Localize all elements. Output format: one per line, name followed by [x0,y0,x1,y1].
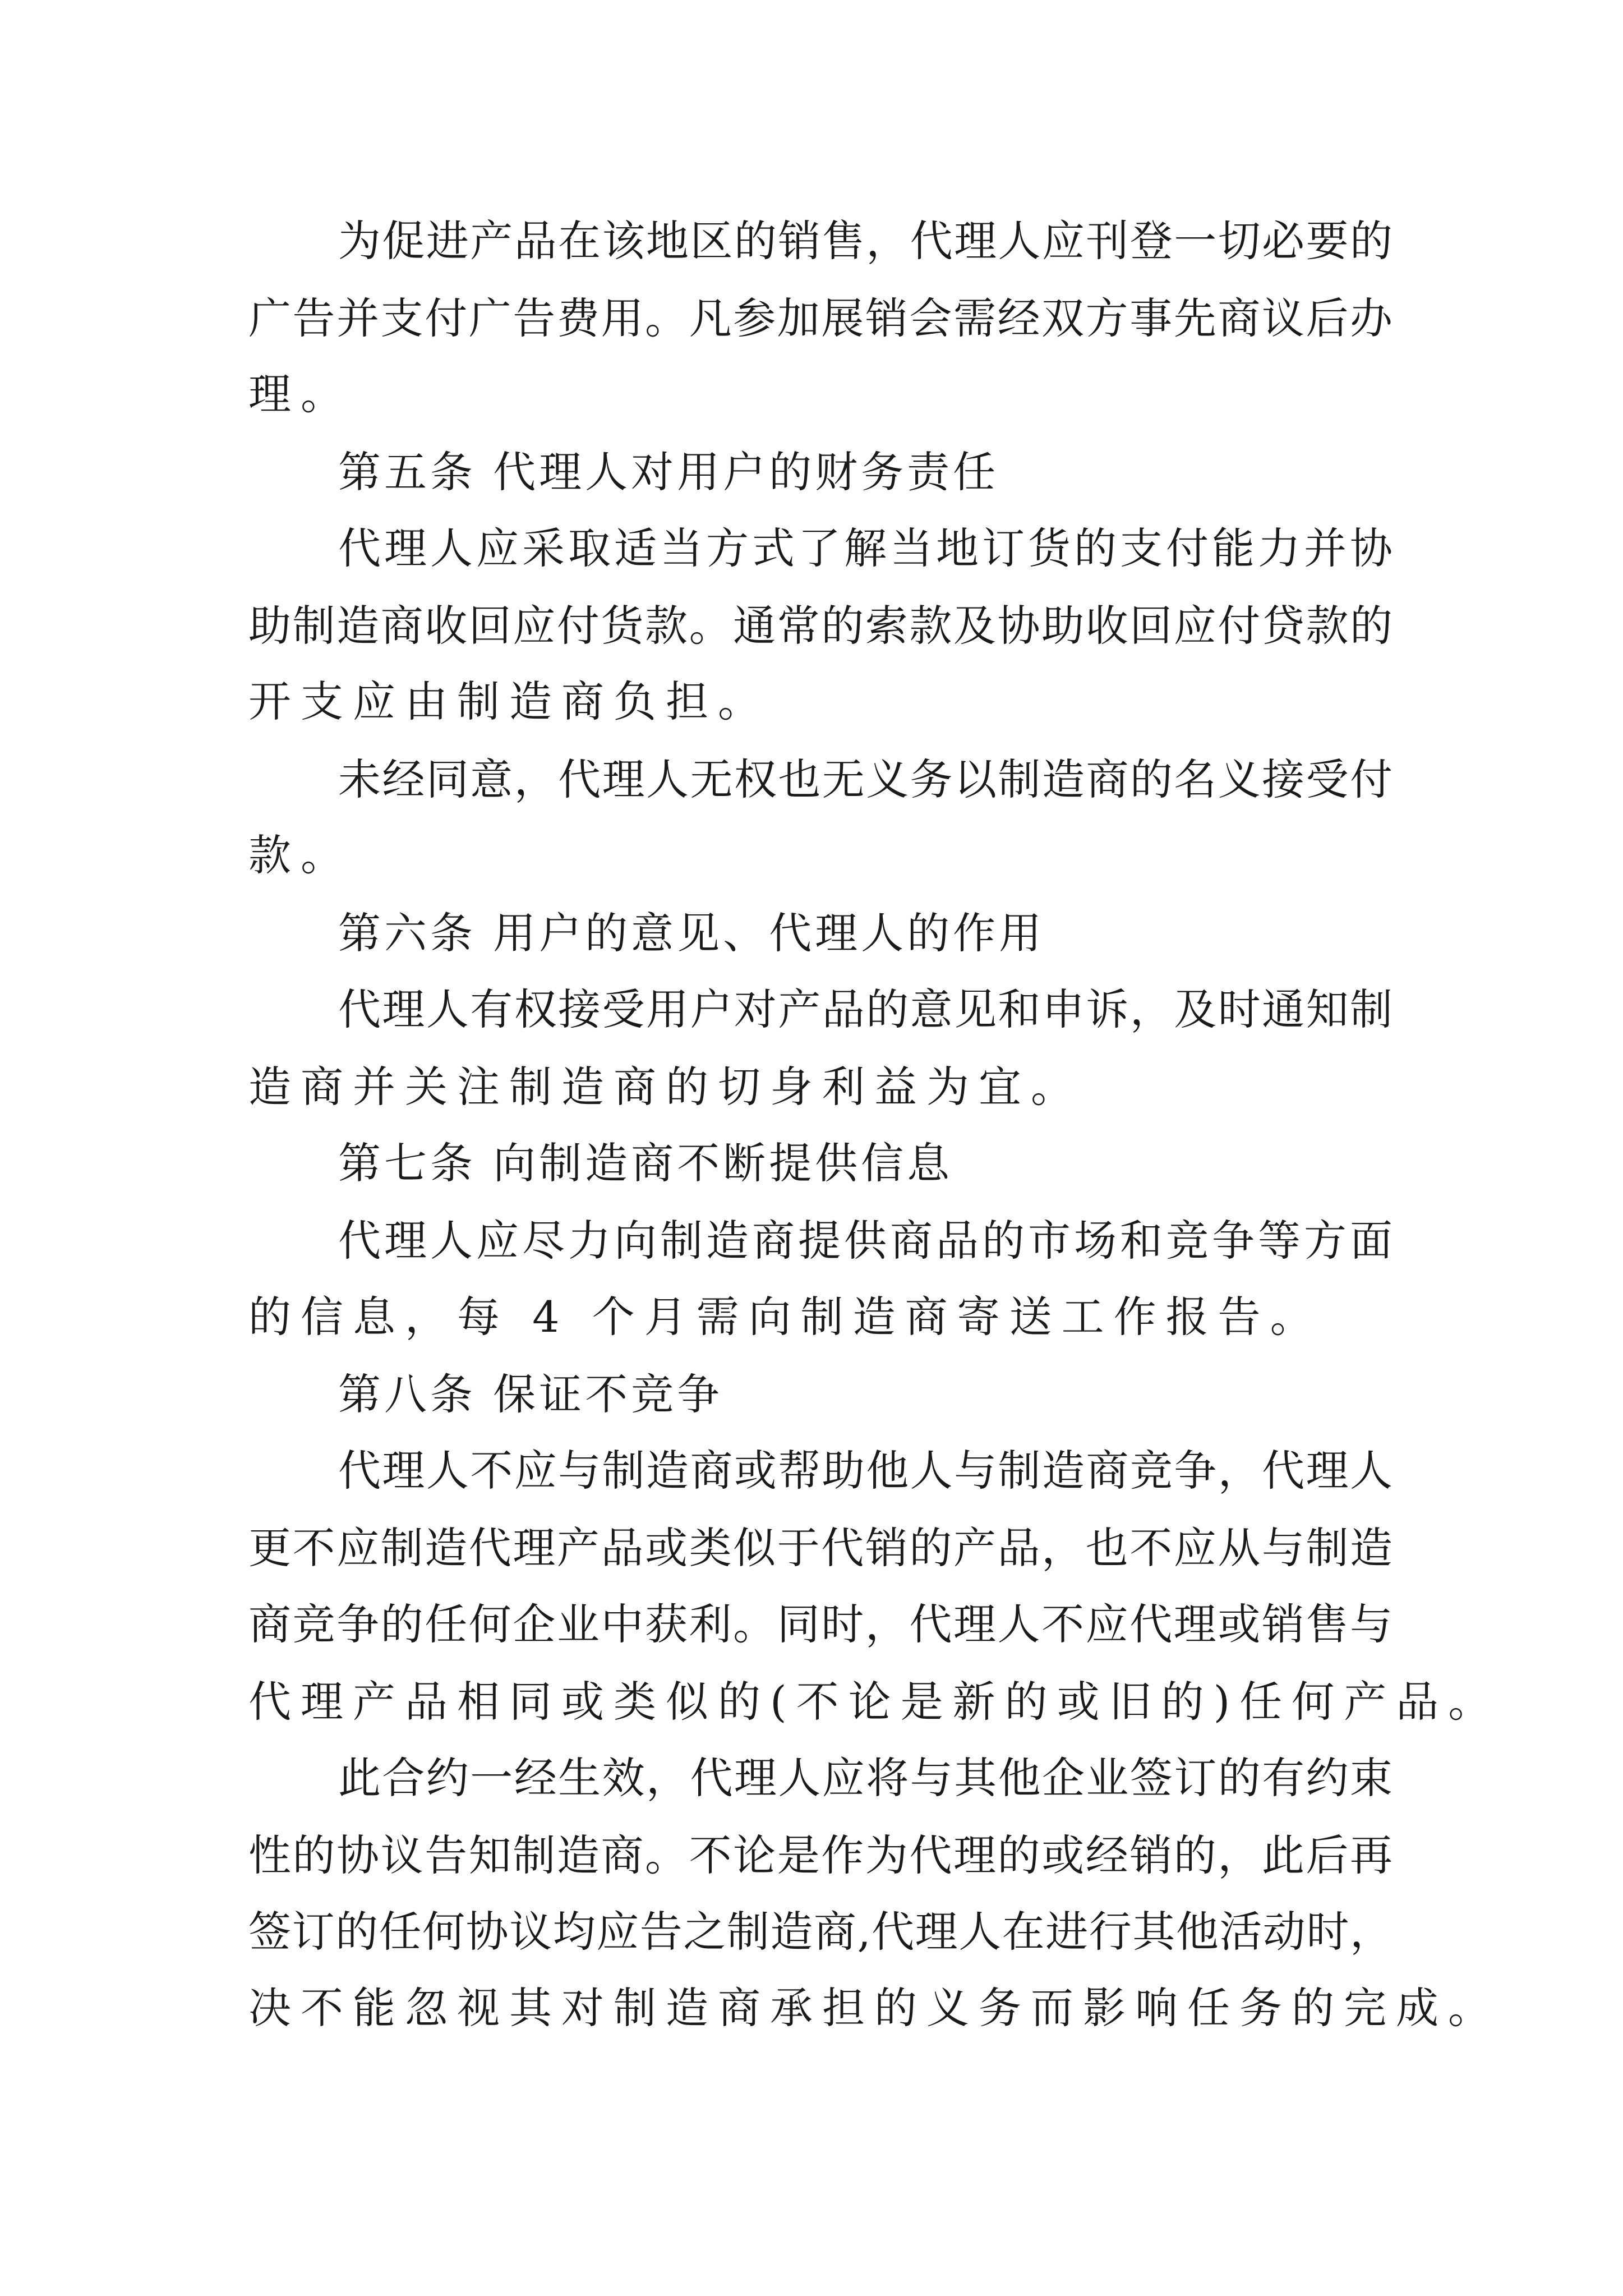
paragraph-payment-line-1: 未经同意，代理人无权也无义务以制造商的名义接受付 [338,754,1393,804]
paragraph-agreements-line-4: 决不能忽视其对制造商承担的义务而影响任务的完成。 [248,1983,1500,2033]
paragraph-information-line-1: 代理人应尽力向制造商提供商品的市场和竞争等方面 [338,1216,1393,1266]
article-6-heading: 第六条 用户的意见、代理人的作用 [338,908,1045,958]
paragraph-advertising-line-3: 理。 [248,369,353,419]
paragraph-feedback-line-1: 代理人有权接受用户对产品的意见和申诉，及时通知制 [338,984,1393,1034]
article-7-heading: 第七条 向制造商不断提供信息 [338,1138,953,1188]
article-8-heading: 第八条 保证不竞争 [338,1369,723,1419]
paragraph-payment-line-2: 款。 [248,830,353,880]
paragraph-advertising-line-1: 为促进产品在该地区的销售，代理人应刊登一切必要的 [338,216,1393,266]
paragraph-agreements-line-3: 签订的任何协议均应告之制造商,代理人在进行其他活动时， [248,1907,1393,1957]
paragraph-finance-line-3: 开支应由制造商负担。 [248,677,770,726]
paragraph-noncompete-line-1: 代理人不应与制造商或帮助他人与制造商竞争，代理人 [338,1446,1393,1496]
paragraph-information-line-2: 的信息，每 4 个月需向制造商寄送工作报告。 [248,1292,1322,1342]
paragraph-advertising-line-2: 广告并支付广告费用。凡参加展销会需经双方事先商议后办 [248,293,1393,343]
paragraph-noncompete-line-2: 更不应制造代理产品或类似于代销的产品，也不应从与制造 [248,1523,1393,1573]
paragraph-agreements-line-2: 性的协议告知制造商。不论是作为代理的或经销的，此后再 [248,1830,1393,1880]
paragraph-feedback-line-2: 造商并关注制造商的切身利益为宜。 [248,1062,1083,1112]
paragraph-noncompete-line-4: 代理产品相同或类似的(不论是新的或旧的)任何产品。 [248,1677,1501,1727]
paragraph-finance-line-2: 助制造商收回应付货款。通常的索款及协助收回应付贷款的 [248,601,1393,651]
article-5-heading: 第五条 代理人对用户的财务责任 [338,447,999,497]
paragraph-noncompete-line-3: 商竞争的任何企业中获利。同时，代理人不应代理或销售与 [248,1599,1393,1649]
paragraph-agreements-line-1: 此合约一经生效，代理人应将与其他企业签订的有约束 [338,1753,1393,1803]
paragraph-finance-line-1: 代理人应采取适当方式了解当地订货的支付能力并协 [338,523,1393,573]
